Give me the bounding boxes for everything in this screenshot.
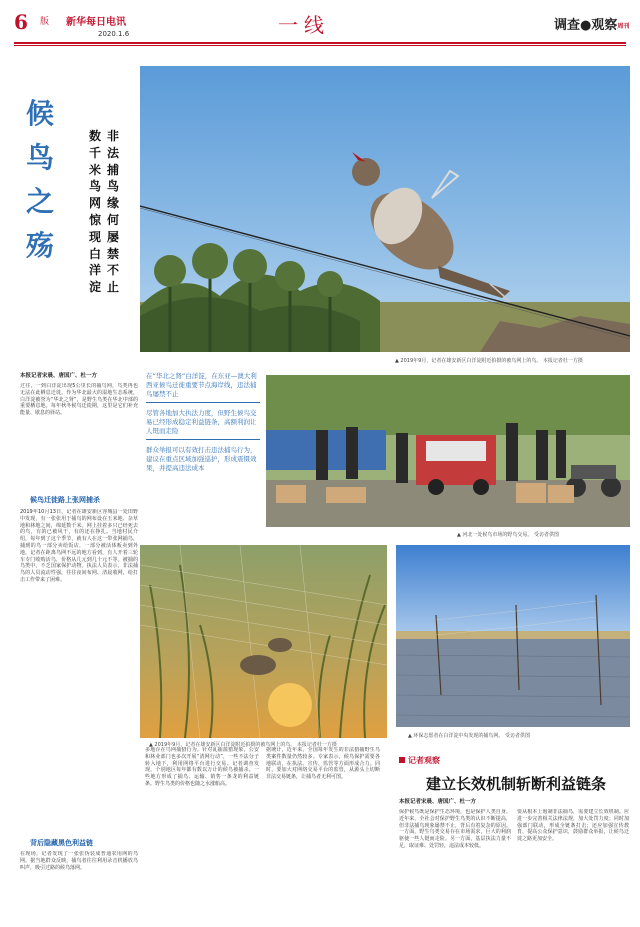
hero-photo-caption: ▲ 2019年9月，记者在雄安新区白洋淀附近拍摄的被鸟网上的鸟。 本报记者杜一方摄	[395, 358, 583, 364]
photo-net-in-cornfield-caption: ▲ 2019年9月，记者在雄安新区白洋淀附近拍摄的被鸟网上的鸟。 本报记者杜一方摄	[149, 742, 337, 748]
article-body-column-3: 多地存在鸟网捕猎行为。针对乱捕滥猎现象，公安和林业部门也多次开展“清网行动”，一些不法分子转入地下，利用网络平台进行交易。记者调查发现，个别地区每年都有数以万计的候鸟被捕杀。一些地方形成了捕鸟、运输、销售一条龙的利益链条。野生鸟类的价格也随之水涨船高。	[145, 747, 259, 787]
square-bullet-icon	[399, 757, 405, 763]
main-title-char: 之	[25, 185, 54, 218]
subtitle-column-1: 非法捕鸟缘何屡禁不止	[106, 129, 119, 295]
header-rule	[14, 42, 626, 44]
hero-photo-trapped-bird	[140, 66, 630, 352]
hero-photo-illustration	[140, 66, 630, 352]
photo-net-in-cornfield	[140, 545, 387, 738]
commentary-label	[399, 755, 440, 766]
main-title-char: 鸟	[25, 141, 54, 174]
commentary-title: 建立长效机制斩断利益链条	[426, 775, 607, 793]
article-body-2: 在现场，记者发现了一张张伪装成普通农用网的鸟网。据当地群众反映，捕鸟者往往利用录音机播放鸟叫声，吸引过路的候鸟落网。	[20, 851, 138, 871]
commentary-body-1: 保护候鸟既是保护生态环境，也是保护人类自身。近年来，全社会对保护野生鸟类的认识不断提高，但非法捕鸟现象屡禁不止，背后有着复杂的原因。一方面，野生鸟类交易存在市场需求，巨大的利润驱使一些人铤而走险。另一方面，基层执法力量不足，取证难、处罚轻，违法成本较低。	[399, 809, 511, 849]
article-byline: 本报记者宋晨、唐国广、杜一方	[20, 373, 98, 379]
subtitle-column-2: 数千米鸟网惊现白洋淀	[88, 129, 101, 295]
photo-lake-bird-net-illustration	[396, 545, 630, 727]
main-title-char: 候	[25, 97, 54, 130]
commentary-byline: 本报记者宋晨、唐国广、杜一方	[399, 799, 477, 805]
pull-quote-paragraph: 尽管各地加大执法力度，但野生候鸟交易已经形成稳定利益链条，高额利润让人铤而走险	[146, 409, 257, 435]
publication-date: 2020.1.6	[98, 30, 130, 38]
photo-bird-market-illustration	[266, 375, 630, 527]
column-tag	[554, 14, 629, 33]
main-title	[22, 92, 58, 268]
header-rule-thin	[14, 45, 626, 46]
article-lead: 过往，一到白洋淀出现5公里长的捕鸟网，鸟类再也无法在此栖息迁徙。作为华北最大的湿地生态系统，白洋淀被誉为“华北之肾”，是野生鸟类在华北中部的重要栖息地。每年秋冬候鸟迁徙期，这里是它们补充能量、歇息的驿站。	[20, 383, 138, 417]
pull-quote-paragraph: 在“华北之肾”白洋淀，在东亚—澳大利西亚候鸟迁徙重要节点海岸线，违法捕鸟屡禁不止	[146, 372, 257, 398]
photo-net-in-cornfield-illustration	[140, 545, 387, 738]
commentary-body-2: 要从根本上遏制非法捕鸟，需要建立长效机制。应进一步完善相关法律法规，加大处罚力度；同时加强部门联动，形成全链条打击；还应加强宣传教育，提高公众保护意识，鼓励群众举报，让候鸟迁徙之路更加安全。	[517, 809, 629, 843]
commentary-label-text: 记者观察	[408, 756, 440, 765]
column-tag-sub: 周刊	[617, 23, 630, 30]
article-body-1: 2019年10月13日，记者在雄安新区容城县一处田野中发现，有一张张用于捕鸟的网布设在玉米地、杂草地和林地之间，绵延数千米。网上挂着多只已经死去的鸟，有的已被风干，有的还在挣扎。当地村民介绍，每年到了这个季节，就有人在这一带张网捕鸟，捕到的鸟一部分卖给饭店，一部分被活体贩卖到外地。记者在距离鸟网不远的地方看到，有人开着三轮车专门收购活鸟，价格从几元到几十元不等。被捕的鸟类中，不乏国家保护动物。执法人员表示，非法捕鸟的人员流动性强，往往夜间布网、清晨收网，给打击工作带来了困难。	[20, 509, 138, 583]
article-body-column-4: 据统计，近年来，全国每年发生的非法猎捕野生鸟类案件数量仍然较多。专家表示，候鸟保护需要各地联动，在执法、宣传、监管等方面形成合力。同时，要加大对网络交易平台的监管，从源头上切断非法交易链条，让捕鸟者无利可图。	[266, 747, 380, 781]
page-number: 6	[14, 10, 28, 34]
photo-lake-bird-net	[396, 545, 630, 727]
subhead-2: 背后隐藏黑色利益链	[30, 839, 93, 847]
page-label: 版	[40, 17, 50, 27]
pull-quote-paragraph: 群众举报可以有效打击违法捕鸟行为，建议在重点区域加强巡护，形成震慑效果，并提高违法成本	[146, 446, 257, 472]
pull-quote-rule	[146, 439, 260, 440]
main-title-char: 殇	[25, 229, 54, 262]
pull-quote-rule	[146, 402, 260, 403]
photo-bird-market-caption: ▲ 河北一处候鸟市场的野鸟交易。 受访者供图	[457, 532, 560, 538]
newspaper-name: 新华每日电讯	[66, 17, 126, 28]
photo-lake-bird-net-caption: ▲ 环保志愿者在白洋淀中央发现的捕鸟网。 受访者供图	[408, 733, 531, 739]
column-tag-text: 调查●观察	[554, 18, 618, 33]
subhead-1: 候鸟迁徙路上张网捕杀	[30, 496, 100, 504]
photo-bird-market	[266, 375, 630, 527]
section-title: 一线	[278, 13, 330, 37]
pull-quote	[146, 372, 260, 520]
